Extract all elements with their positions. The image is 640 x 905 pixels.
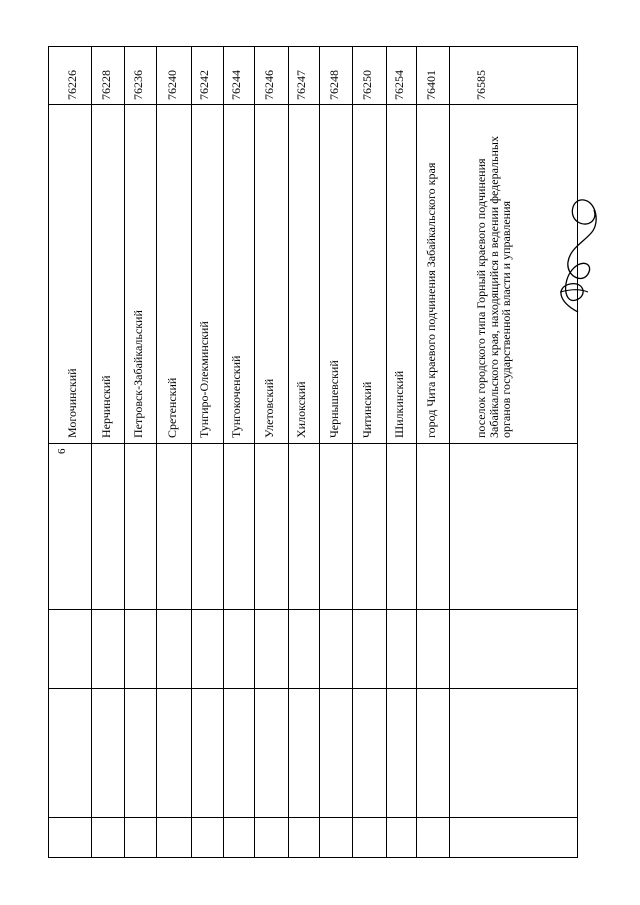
row-divider — [124, 47, 125, 857]
row-divider — [288, 47, 289, 857]
row-divider — [156, 47, 157, 857]
code-cell: 76242 — [197, 70, 211, 100]
code-cell: 76247 — [294, 70, 308, 100]
row-divider — [191, 47, 192, 857]
code-cell: 76246 — [262, 70, 276, 100]
row-divider — [254, 47, 255, 857]
name-cell: Улетовский — [262, 378, 276, 438]
column-divider — [49, 817, 577, 818]
row-divider — [319, 47, 320, 857]
column-divider — [49, 443, 577, 444]
name-cell: Чернышевский — [327, 360, 341, 438]
name-cell: Нерчинский — [99, 375, 113, 438]
name-cell: Читинский — [360, 381, 374, 438]
page-number: 6 — [56, 448, 68, 454]
name-cell: Тунгокоченский — [229, 355, 243, 438]
code-cell: 76228 — [99, 70, 113, 100]
column-divider — [49, 688, 577, 689]
row-divider — [91, 47, 92, 857]
name-cell: Сретенский — [165, 377, 179, 438]
row-divider — [386, 47, 387, 857]
code-cell: 76585 — [474, 70, 488, 100]
name-cell: город Чита краевого подчинения Забайкальского края — [424, 162, 438, 438]
row-divider — [449, 47, 450, 857]
name-cell: Тунгиро-Олекминский — [197, 321, 211, 438]
code-cell: 76254 — [392, 70, 406, 100]
code-cell: 76226 — [65, 70, 79, 100]
code-cell: 76250 — [360, 70, 374, 100]
name-cell: Могочинский — [65, 368, 79, 438]
name-cell: поселок городского типа Горный краевого подчинения Забайкальского края, находящийся в ведении федеральных органов государственной власти и управления — [474, 136, 513, 438]
column-divider — [49, 104, 577, 105]
signature-icon — [548, 192, 604, 322]
row-divider — [223, 47, 224, 857]
column-divider — [49, 609, 577, 610]
code-cell: 76244 — [229, 70, 243, 100]
name-cell: Хилокский — [294, 381, 308, 438]
code-cell: 76236 — [131, 70, 145, 100]
code-cell: 76240 — [165, 70, 179, 100]
row-divider — [352, 47, 353, 857]
row-divider — [416, 47, 417, 857]
code-cell: 76248 — [327, 70, 341, 100]
name-cell: Петровск-Забайкальский — [131, 310, 145, 438]
code-cell: 76401 — [424, 70, 438, 100]
name-cell: Шилкинский — [392, 370, 406, 438]
